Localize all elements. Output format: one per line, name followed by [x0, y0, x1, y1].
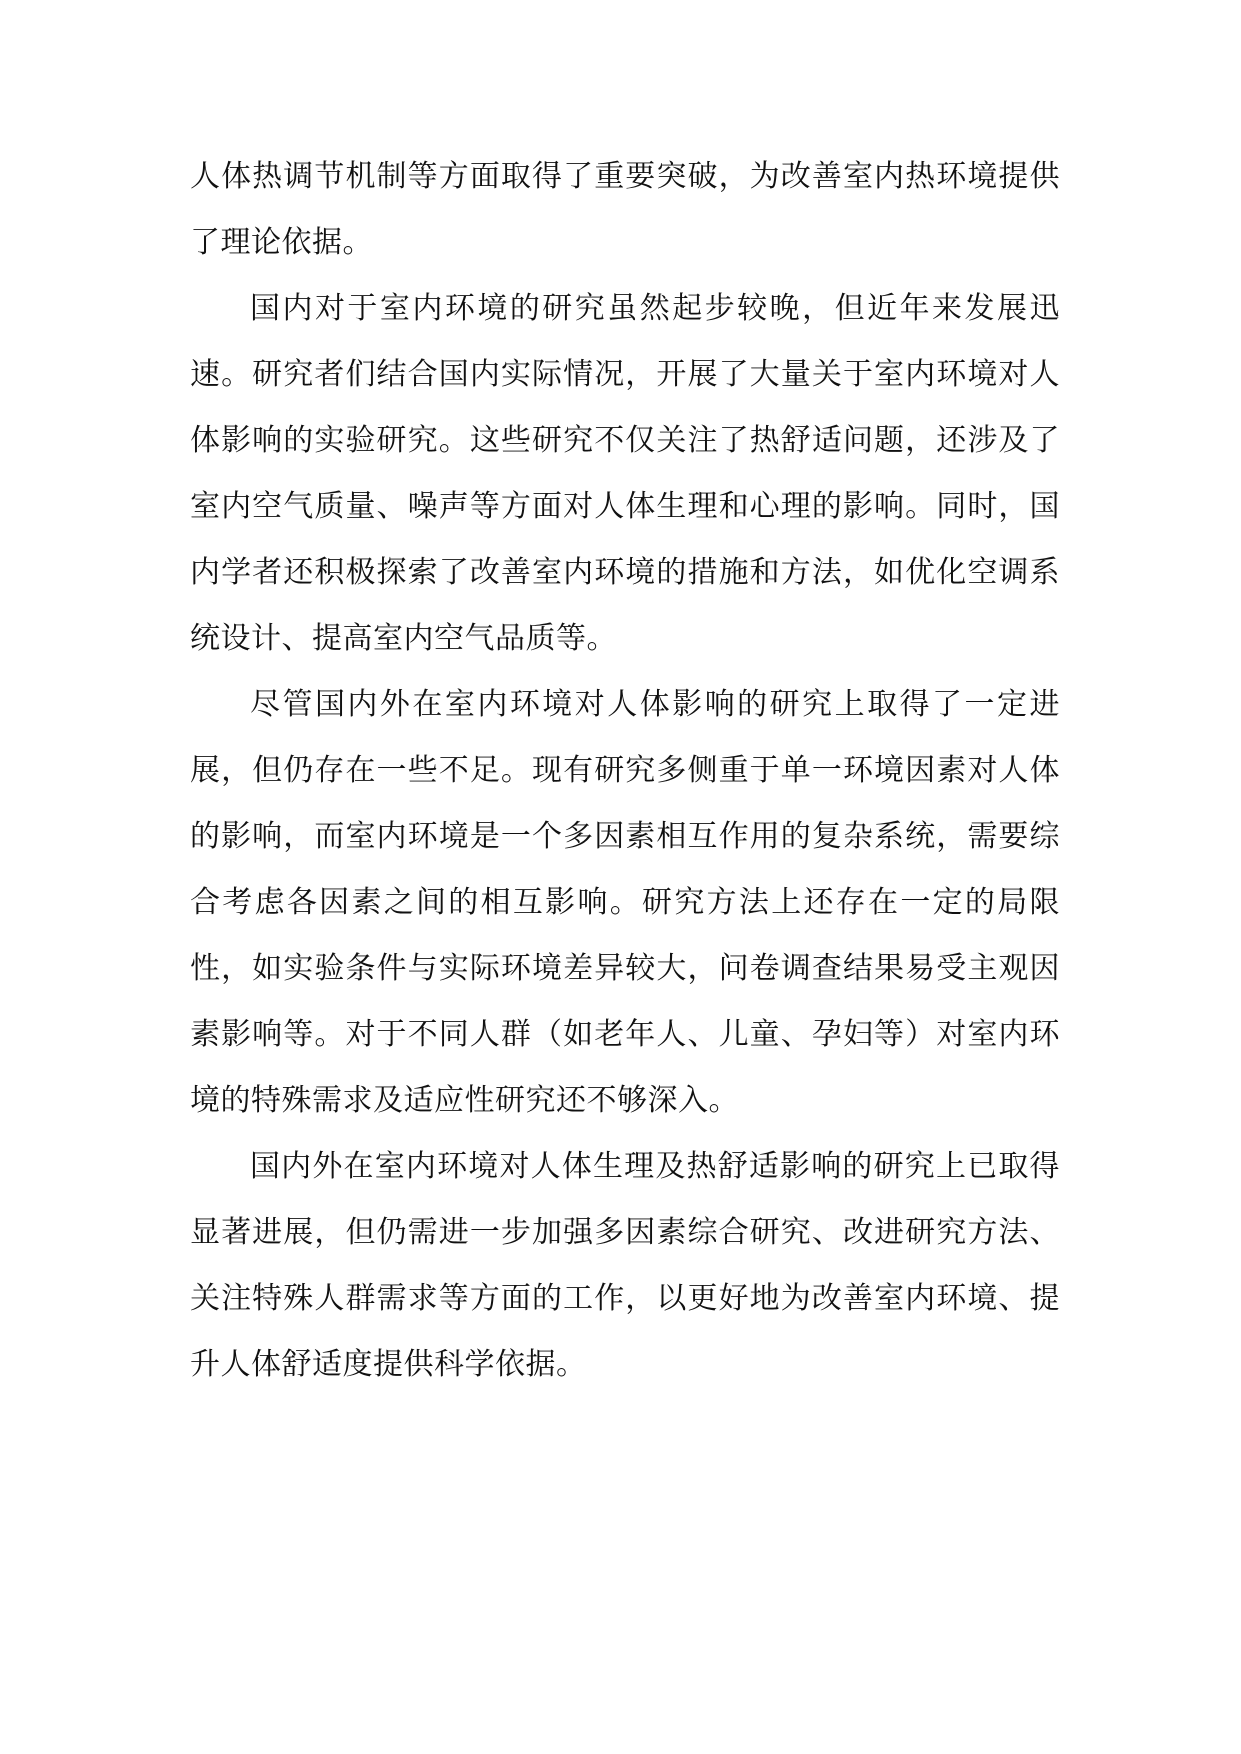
paragraph-3: 尽管国内外在室内环境对人体影响的研究上取得了一定进展，但仍存在一些不足。现有研究多侧重于单一环境因素对人体的影响，而室内环境是一个多因素相互作用的复杂系统，需要综合考虑各因素之间的相互影响。研究方法上还存在一定的局限性，如实验条件与实际环境差异较大，问卷调查结果易受主观因素影响等。对于不同人群（如老年人、儿童、孕妇等）对室内环境的特殊需求及适应性研究还不够深入。 — [190, 687, 1060, 1118]
paragraph-2: 国内对于室内环境的研究虽然起步较晚，但近年来发展迅速。研究者们结合国内实际情况，开展了大量关于室内环境对人体影响的实验研究。这些研究不仅关注了热舒适问题，还涉及了室内空气质量、噪声等方面对人体生理和心理的影响。同时，国内学者还积极探索了改善室内环境的措施和方法，如优化空调系统设计、提高室内空气品质等。 — [190, 291, 1060, 656]
body-text — [190, 144, 1060, 1398]
paragraph-1: 人体热调节机制等方面取得了重要突破，为改善室内热环境提供了理论依据。 — [190, 159, 1060, 260]
paragraph-4: 国内外在室内环境对人体生理及热舒适影响的研究上已取得显著进展，但仍需进一步加强多因素综合研究、改进研究方法、关注特殊人群需求等方面的工作，以更好地为改善室内环境、提升人体舒适度提供科学依据。 — [190, 1149, 1060, 1382]
